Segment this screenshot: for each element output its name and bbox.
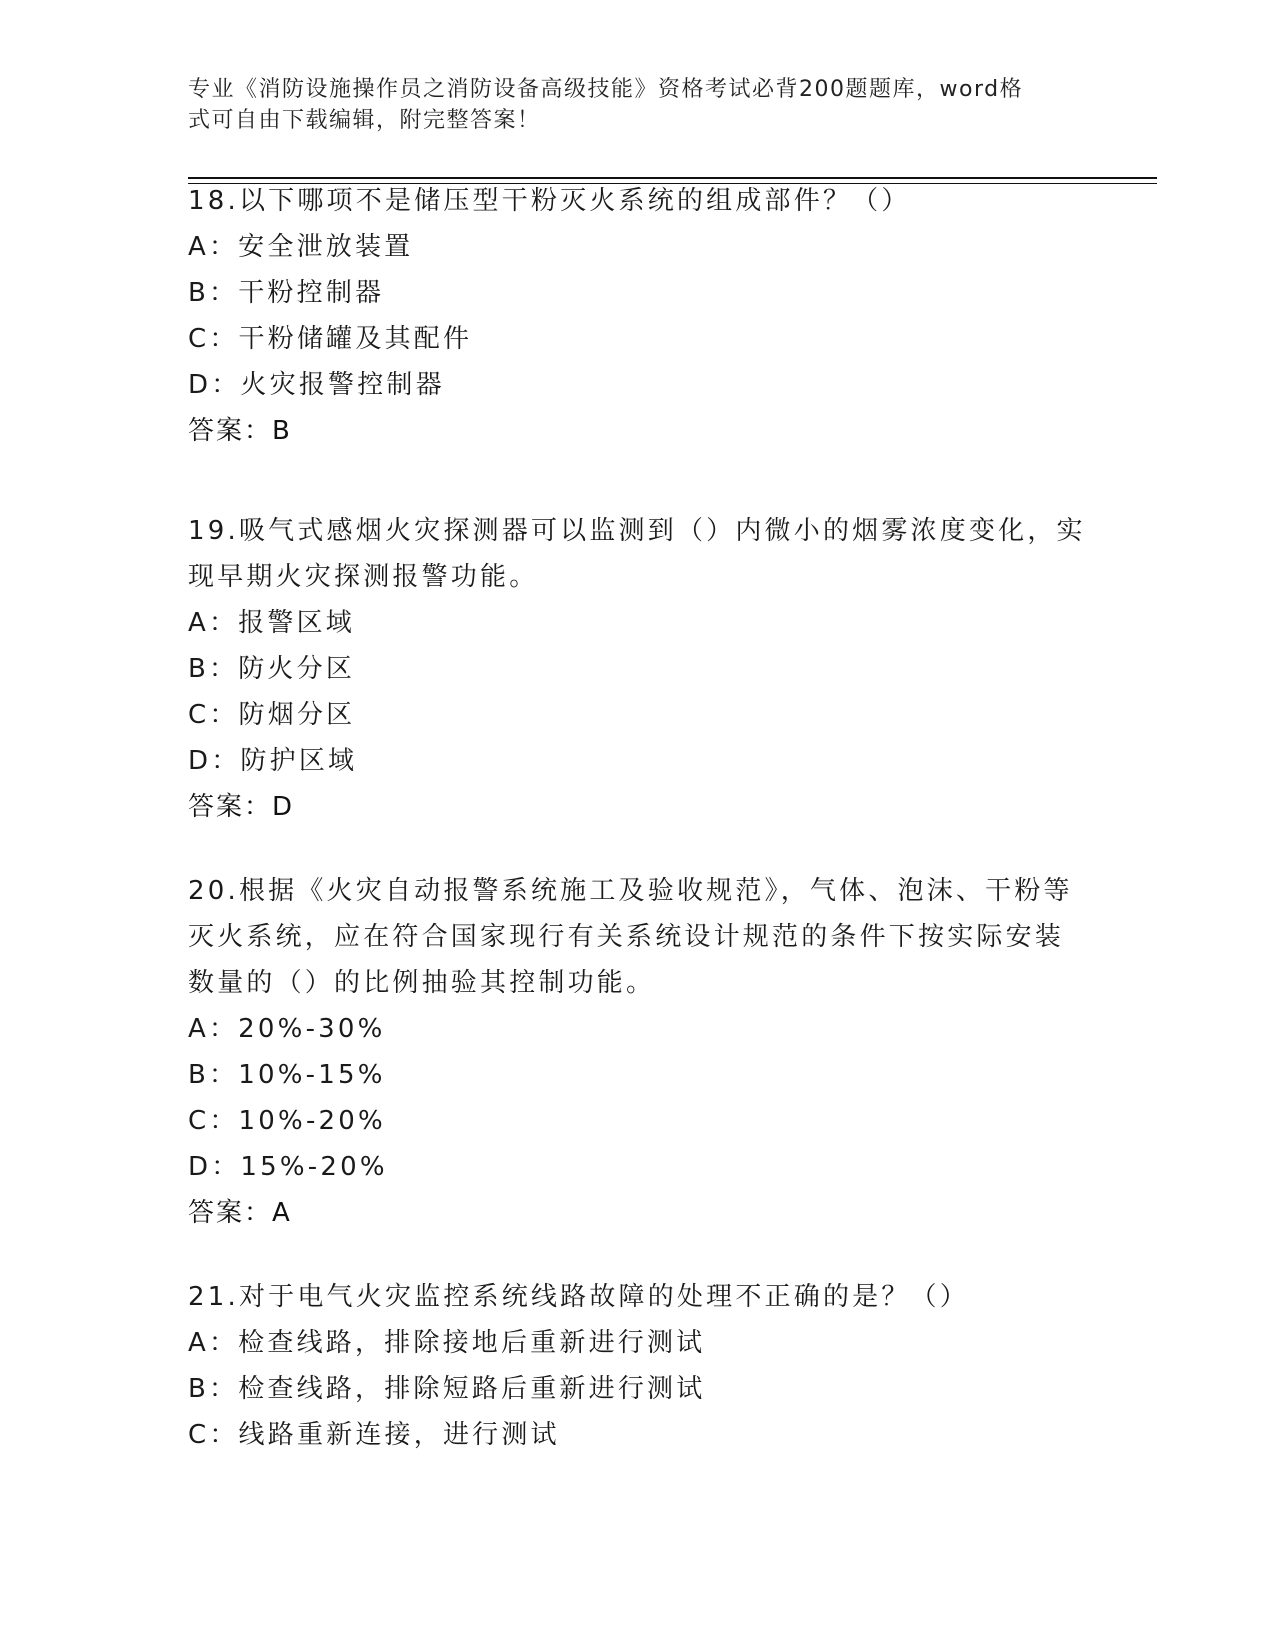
header-line-1: 专业《消防设施操作员之消防设备高级技能》资格考试必背200题题库，word格 [188,77,1024,102]
option-c: C：10%-20% [188,1106,386,1136]
option-a: A：安全泄放装置 [188,232,414,262]
document-header [188,74,1078,136]
option-b: B：干粉控制器 [188,278,385,308]
option-c: C：防烟分区 [188,700,356,730]
question-stem: 数量的（）的比例抽验其控制功能。 [188,968,656,998]
question-stem: 21.对于电气火灾监控系统线路故障的处理不正确的是？（） [188,1282,969,1312]
option-d: D：15%-20% [188,1152,388,1182]
question-stem: 20.根据《火灾自动报警系统施工及验收规范》，气体、泡沫、干粉等 [188,876,1073,906]
question-21 [188,1274,1088,1458]
option-d: D：防护区域 [188,746,358,776]
answer: 答案：D [188,792,295,822]
question-stem: 灭火系统，应在符合国家现行有关系统设计规范的条件下按实际安装 [188,922,1065,952]
option-a: A：报警区域 [188,608,355,638]
option-a: A：20%-30% [188,1014,386,1044]
answer: 答案：B [188,416,292,446]
question-stem: 现早期火灾探测报警功能。 [188,562,539,592]
option-c: C：线路重新连接，进行测试 [188,1420,560,1450]
option-d: D：火灾报警控制器 [188,370,445,400]
header-line-2: 式可自由下载编辑，附完整答案！ [188,108,541,133]
answer: 答案：A [188,1198,292,1228]
option-b: B：防火分区 [188,654,356,684]
option-b: B：检查线路，排除短路后重新进行测试 [188,1374,706,1404]
question-19 [188,508,1088,830]
question-stem: 19.吸气式感烟火灾探测器可以监测到（）内微小的烟雾浓度变化，实 [188,516,1086,546]
option-a: A：检查线路，排除接地后重新进行测试 [188,1328,706,1358]
option-b: B：10%-15% [188,1060,386,1090]
question-18 [188,178,1088,454]
question-20 [188,868,1088,1236]
question-stem: 18.以下哪项不是储压型干粉灭火系统的组成部件？（） [188,186,911,216]
option-c: C：干粉储罐及其配件 [188,324,473,354]
